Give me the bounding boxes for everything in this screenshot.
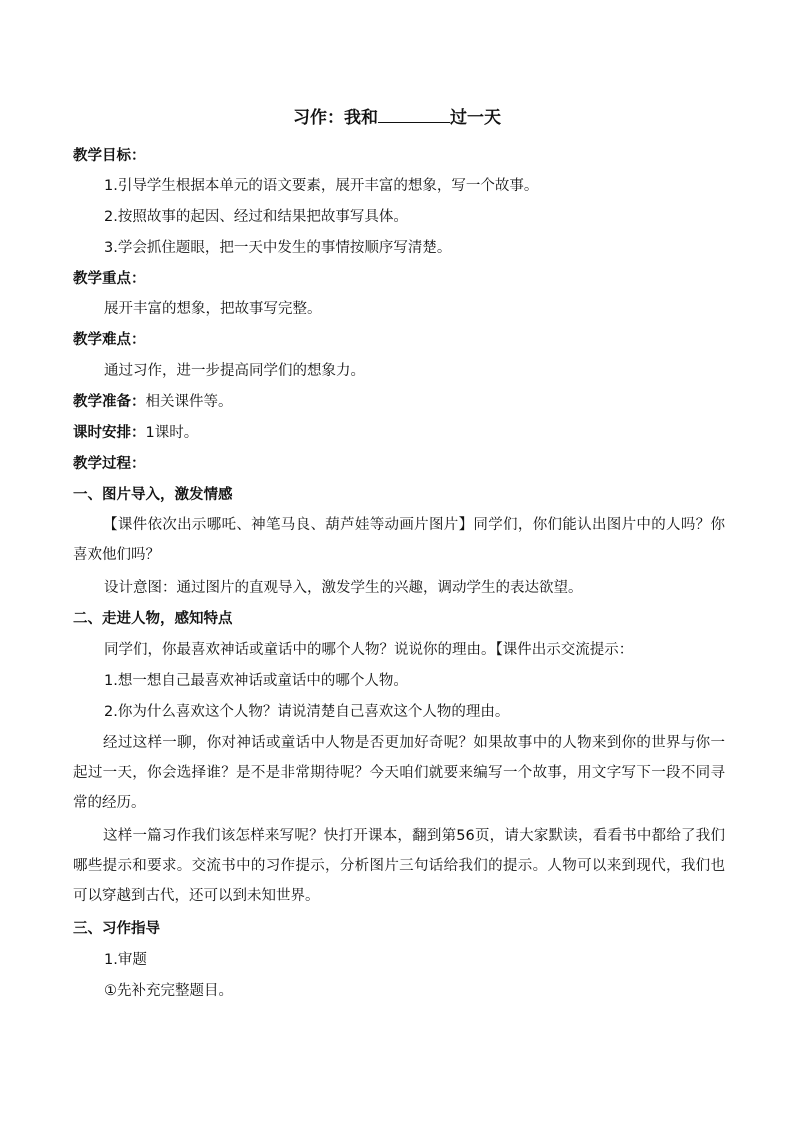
title-suffix: 过一天 — [450, 108, 501, 128]
section2-paragraph: 同学们，你最喜欢神话或童话中的哪个人物？说说你的理由。【课件出示交流提示： — [104, 642, 634, 658]
goal-item: 2.按照故事的起因、经过和结果把故事写具体。 — [104, 209, 408, 225]
section3-heading: 三、习作指导 — [73, 921, 160, 937]
prep-text: 相关课件等。 — [145, 394, 233, 410]
section1-paragraph: 【课件依次出示哪吒、神笔马良、葫芦娃等动画片图片】同学们，你们能认出图片中的人吗？你喜欢他们吗？ — [73, 517, 725, 563]
section2-item: 2.你为什么喜欢这个人物？请说清楚自己喜欢这个人物的理由。 — [104, 704, 510, 720]
process-heading: 教学过程： — [73, 456, 146, 472]
section2-paragraph: 这样一篇习作我们该怎样来写呢？快打开课本，翻到第56页，请大家默读，看看书中都给了我们哪些提示和要求。交流书中的习作提示，分析图片三句话给我们的提示。人物可以来到现代，我们也可以穿越到古代，还可以到未知世界。 — [73, 828, 725, 904]
difficulty-heading: 教学难点： — [73, 332, 146, 348]
key-text: 展开丰富的想象，把故事写完整。 — [104, 301, 322, 317]
title-blank — [378, 106, 450, 123]
prep-heading: 教学准备： — [73, 394, 146, 410]
goals-heading: 教学目标： — [73, 148, 146, 164]
section1-design-note: 设计意图：通过图片的直观导入，激发学生的兴趣，调动学生的表达欲望。 — [104, 580, 583, 596]
schedule-text: 1课时。 — [145, 425, 199, 441]
schedule-line — [73, 423, 723, 443]
prep-line — [73, 392, 723, 412]
section1-heading: 一、图片导入，激发情感 — [73, 487, 233, 503]
title-prefix: 习作：我和 — [293, 108, 378, 128]
schedule-heading: 课时安排： — [73, 425, 146, 441]
key-heading: 教学重点： — [73, 271, 146, 287]
section3-item: 1.审题 — [104, 952, 147, 968]
goal-item: 3.学会抓住题眼，把一天中发生的事情按顺序写清楚。 — [104, 240, 452, 256]
section2-heading: 二、走进人物，感知特点 — [73, 611, 233, 627]
goal-item: 1.引导学生根据本单元的语文要素，展开丰富的想象，写一个故事。 — [104, 178, 539, 194]
section3-item: ①先补充完整题目。 — [104, 983, 233, 999]
difficulty-text: 通过习作，进一步提高同学们的想象力。 — [104, 363, 365, 379]
document-title — [0, 106, 794, 129]
section2-paragraph: 经过这样一聊，你对神话或童话中人物是否更加好奇呢？如果故事中的人物来到你的世界与你一起过一天，你会选择谁？是不是非常期待呢？今天咱们就要来编写一个故事，用文字写下一段不同寻常的经历。 — [73, 735, 725, 811]
section2-item: 1.想一想自己最喜欢神话或童话中的哪个人物。 — [104, 673, 408, 689]
